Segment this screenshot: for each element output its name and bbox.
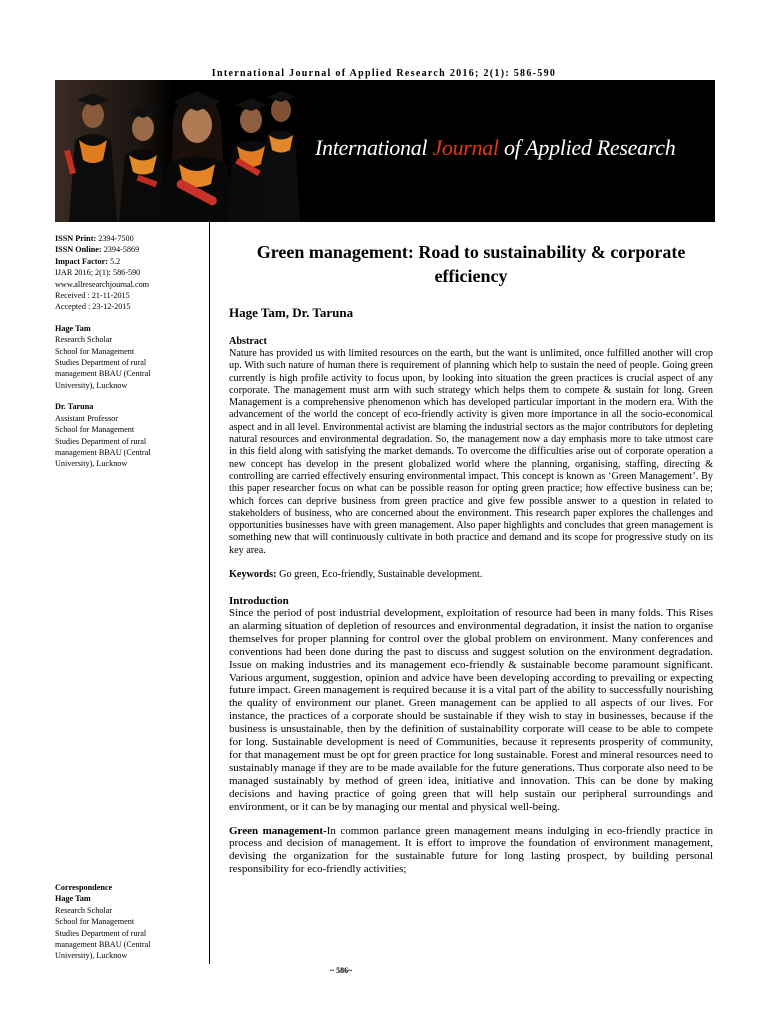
article-authors: Hage Tam, Dr. Taruna bbox=[229, 305, 354, 320]
author1-affiliation-line: University), Lucknow bbox=[55, 380, 128, 390]
issn-print-value: 2394-7500 bbox=[96, 234, 134, 243]
banner-title-part2: of Applied Research bbox=[498, 135, 676, 160]
author2-affiliation-line: School for Management bbox=[55, 425, 135, 435]
article-main-column bbox=[229, 240, 713, 887]
author1-affiliation-line: School for Management bbox=[55, 346, 135, 356]
journal-banner bbox=[55, 80, 715, 222]
article-title: Green management: Road to sustainability & corporate efficiency bbox=[256, 242, 686, 286]
impact-factor-value: 5.2 bbox=[107, 256, 121, 266]
journal-website[interactable]: www.allresearchjournal.com bbox=[55, 279, 150, 289]
author2-affiliation-line: Studies Department of rural bbox=[55, 436, 147, 446]
correspondence-line: University), Lucknow bbox=[55, 951, 128, 961]
correspondence-line: School for Management bbox=[55, 917, 135, 927]
author1-affiliation-line: management BBAU (Central bbox=[55, 369, 151, 379]
correspondence-line: Research Scholar bbox=[55, 905, 113, 915]
banner-title-accent: Journal bbox=[432, 135, 499, 160]
column-divider bbox=[209, 222, 210, 964]
issn-print bbox=[55, 233, 205, 244]
author2-affiliation-line: management BBAU (Central bbox=[55, 447, 151, 457]
author2-affiliation-line: Assistant Professor bbox=[55, 413, 118, 423]
journal-citation-header: International Journal of Applied Research 2016; 2(1): 586-590 bbox=[211, 68, 557, 79]
green-management-text: In common parlance green management means indulging in eco-friendly practice in process and decision of management. It is effort to improve the foundation of environment management, devising the organization for the sustainable future for long lasting prospect, by building personal responsibility for eco-friendly activities; bbox=[229, 824, 714, 876]
author2-name: Dr. Taruna bbox=[55, 402, 94, 412]
correspondence-line: management BBAU (Central bbox=[55, 940, 151, 950]
accepted-date: Accepted : 23-12-2015 bbox=[55, 302, 131, 312]
author1-affiliation-line: Research Scholar bbox=[55, 335, 113, 345]
author1-name: Hage Tam bbox=[55, 323, 91, 333]
correspondence-label: Correspondence bbox=[55, 883, 113, 892]
ijar-citation: IJAR 2016; 2(1): 586-590 bbox=[55, 268, 141, 278]
green-management-paragraph bbox=[229, 825, 713, 877]
green-management-label: Green management- bbox=[229, 824, 327, 837]
keywords-line bbox=[229, 569, 713, 580]
journal-banner-title bbox=[315, 135, 675, 161]
keywords-label: Keywords: bbox=[229, 569, 277, 581]
abstract-text: Nature has provided us with limited resources on the earth, but the want is unlimited, once fulfilled another will crop up. With such nature of human there is requirement of planning which help to sustain the need of people. Going green currently is high profile activity to focus upon, by looking into situation the green practices is crucial aspect of any corporate. The management must arm with such strategy which helps them to compete & sustain for long. Green Management is a comprehensive phenomenon which has developed particular important in the modern era. With the advancement of the world the concept of eco-friendly activity is given more importance in all the socio-economical aspect and in all level. Environmental activist are blaming the industrial sectors as the major contributors for depleting natural resources and environmental degradation. So, the management now a day emphasis more to take utmost care in this field along with satisfying the market demands. To overcome the difficulties arise out of corporate operation a new concept has develop in the present globalized world where the planning, organising, staffing, directing & controlling are carried effectively ensuring environmental impact. This concept is known as ‘Green Management’. By this paper researcher focus on what can be possible reason for opting green practice; how effective business can be; which forces can deprive business from green practice and give few possible answer to a question in related to stakeholders of business, who are concerned about the environment. This research paper explores the challenges and opportunities businesses have with green management. Also paper highlights and concludes that green management is something new that will continuously cultivate in both practice and demand and its scope for progressive study on its key area. bbox=[229, 348, 713, 556]
abstract-heading: Abstract bbox=[229, 336, 267, 347]
introduction-heading: Introduction bbox=[229, 595, 289, 608]
author2-affiliation-line: University), Lucknow bbox=[55, 459, 128, 469]
correspondence-name: Hage Tam bbox=[55, 894, 91, 904]
author1-affiliation-line: Studies Department of rural bbox=[55, 358, 147, 368]
received-date: Received : 21-11-2015 bbox=[55, 291, 130, 301]
article-info-sidebar bbox=[55, 233, 205, 470]
correspondence-block bbox=[55, 882, 205, 962]
impact-factor-label: Impact Factor: bbox=[55, 256, 108, 266]
banner-title-part1: International bbox=[315, 135, 433, 160]
page-number: ~ 586~ bbox=[330, 966, 353, 975]
impact-factor bbox=[55, 256, 205, 267]
issn-online-value: 2394-5869 bbox=[101, 245, 140, 255]
keywords-text: Go green, Eco-friendly, Sustainable development. bbox=[276, 569, 483, 581]
correspondence-line: Studies Department of rural bbox=[55, 928, 147, 938]
issn-print-label: ISSN Print: bbox=[55, 234, 97, 243]
issn-online bbox=[55, 244, 205, 255]
introduction-text: Since the period of post industrial development, exploitation of resource had been in many folds. This Rises an alarming situation of depletion of resources and environmental degradation, it insist the nation to organise themselves for proper planning for control over the global problem on environment. Many conferences and conventions had been done during the past to discuss and suggest solution on the environment degradation. Issue on making industries and its management eco-friendly & sustainable become paramount significant. Various argument, suggestion, opinion and advice have been developing according to prevailing or expecting future impact. Green management is required because it is a vital part of the ability to successfully nourishing the quality of environment our planet. Green management can be applied to all aspects of our lives. For instance, the practices of a corporate should be sustainable if they wish to stay in businesses, because if the business is unsustainable, then by the definition of sustainability corporate will cease to be able to compete for long. Sustainable development is need of Communities, because it represents prosperity of community, for that management must be opt for green practice for long sustainable. Forest and mineral resources need to sustainably manage if they are to be made available for the future generations. Thus corporate also need to be managed sustainably by method of green idea, initiative and innovation. This can be done by making decisions and having practice of going green that will help sustain our peripheral surroundings and environment, or it can be by managing our mental and physical well-being. bbox=[229, 607, 713, 813]
issn-online-label: ISSN Online: bbox=[55, 245, 102, 255]
